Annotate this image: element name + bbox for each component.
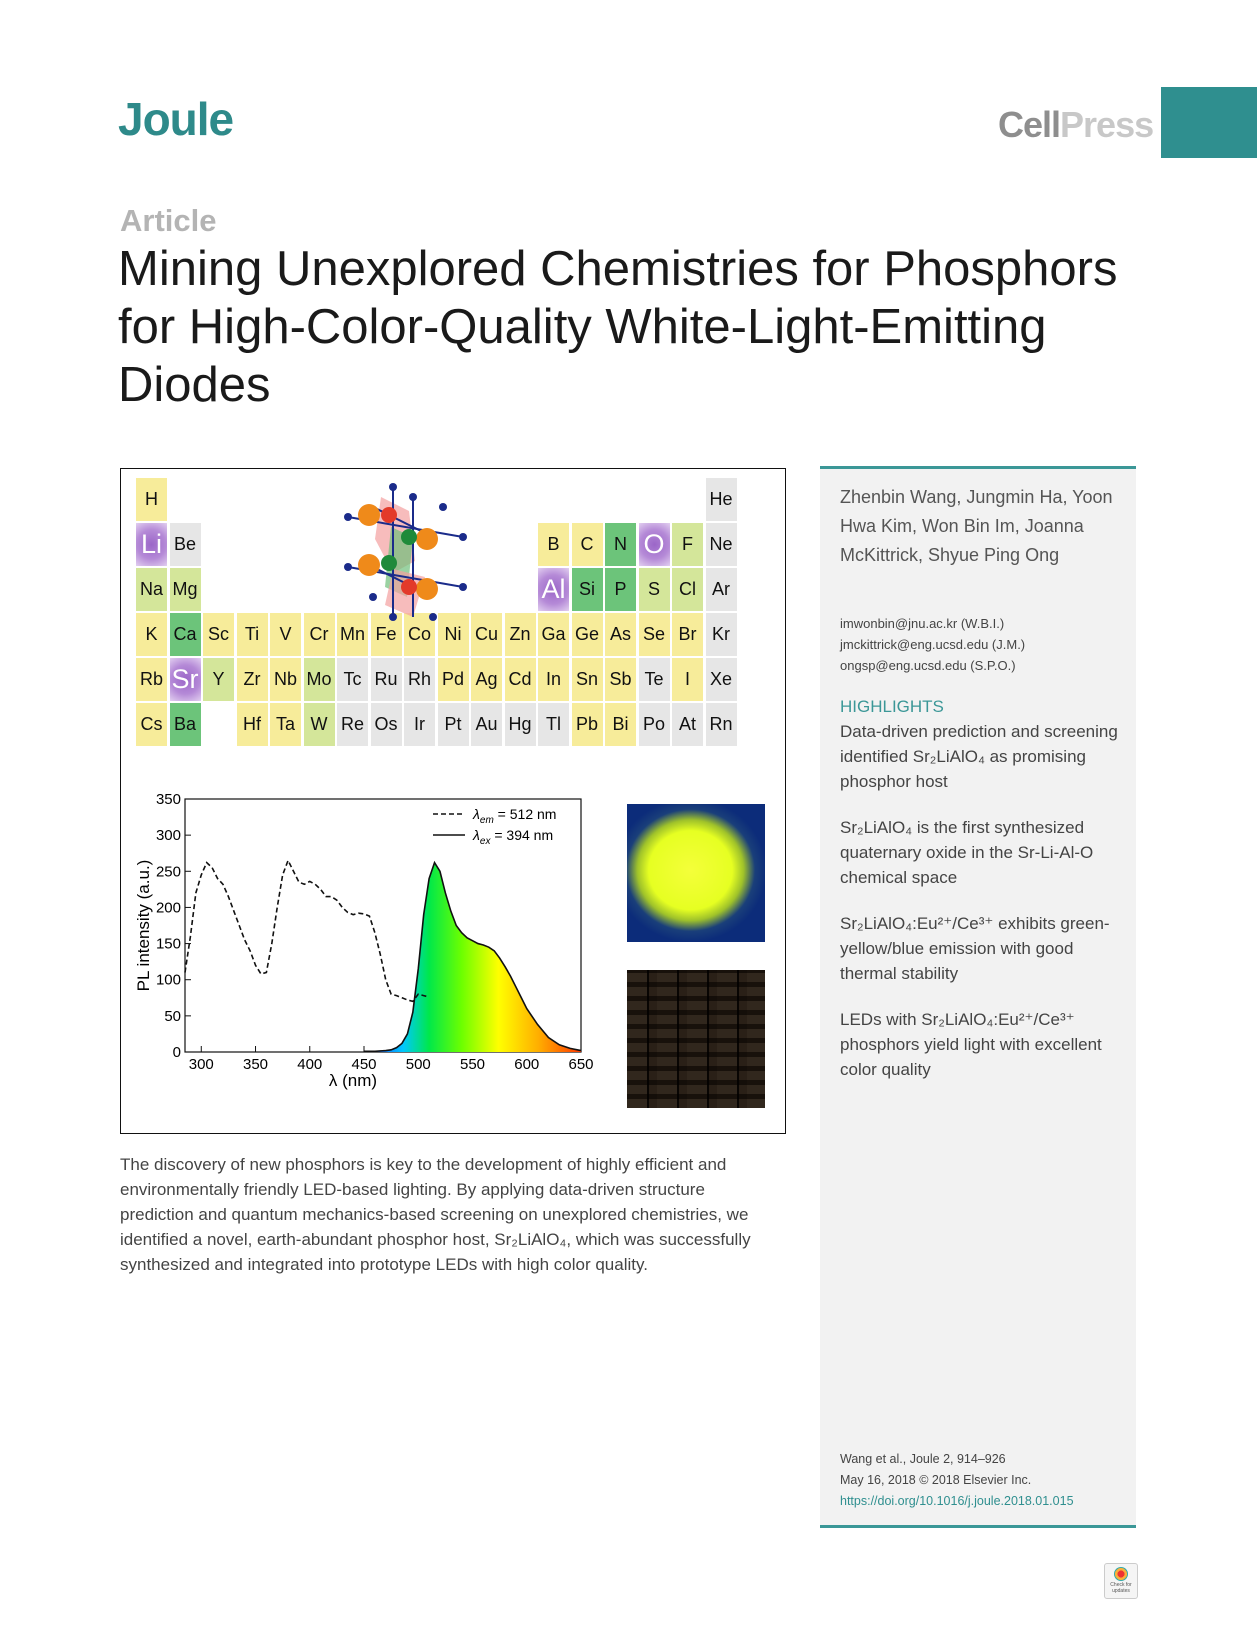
highlight-item: LEDs with Sr₂LiAlO₄:Eu²⁺/Ce³⁺ phosphors yield light with excellent color quality bbox=[840, 1010, 1102, 1079]
doi-link[interactable]: https://doi.org/10.1016/j.joule.2018.01.015 bbox=[840, 1494, 1074, 1508]
atom-sr bbox=[358, 554, 380, 576]
legend-label bbox=[472, 806, 556, 826]
element-si: Si bbox=[571, 567, 604, 612]
element-ti: Ti bbox=[236, 612, 269, 657]
article-type: Article bbox=[120, 203, 217, 238]
element-nb: Nb bbox=[269, 657, 302, 702]
sidebar bbox=[820, 466, 1136, 1528]
y-tick-label: 150 bbox=[155, 935, 181, 953]
atom-li bbox=[381, 507, 397, 523]
x-tick-label: 600 bbox=[514, 1056, 540, 1073]
element-pb: Pb bbox=[571, 702, 604, 747]
led-array-photo bbox=[627, 970, 765, 1108]
atom-al bbox=[381, 555, 397, 571]
atom-o bbox=[439, 503, 447, 511]
crystal-structure-image bbox=[333, 477, 473, 625]
element-te: Te bbox=[638, 657, 671, 702]
element-tl: Tl bbox=[537, 702, 570, 747]
x-tick-label: 550 bbox=[459, 1056, 486, 1073]
element-ge: Ge bbox=[571, 612, 604, 657]
element-mo: Mo bbox=[303, 657, 336, 702]
element-at: At bbox=[671, 702, 704, 747]
element-ag: Ag bbox=[470, 657, 503, 702]
element-i: I bbox=[671, 657, 704, 702]
citation-reference: Wang et al., Joule 2, 914–926 bbox=[840, 1452, 1006, 1466]
element-na: Na bbox=[135, 567, 168, 612]
element-cu: Cu bbox=[470, 612, 503, 657]
element-xe: Xe bbox=[705, 657, 738, 702]
element-w: W bbox=[303, 702, 336, 747]
element-f: F bbox=[671, 522, 704, 567]
atom-al bbox=[401, 529, 417, 545]
element-y: Y bbox=[202, 657, 235, 702]
citation bbox=[840, 1449, 1074, 1512]
element-os: Os bbox=[370, 702, 403, 747]
element-br: Br bbox=[671, 612, 704, 657]
element-sr: Sr bbox=[169, 657, 202, 702]
element-zn: Zn bbox=[504, 612, 537, 657]
element-kr: Kr bbox=[705, 612, 738, 657]
element-cs: Cs bbox=[135, 702, 168, 747]
atom-sr bbox=[358, 504, 380, 526]
y-tick-label: 100 bbox=[155, 971, 181, 989]
check-for-updates-label: Check for updates bbox=[1110, 1582, 1132, 1594]
atom-o bbox=[389, 483, 397, 491]
check-for-updates-icon bbox=[1114, 1567, 1128, 1581]
element-co: Co bbox=[403, 612, 436, 657]
legend-subscript: ex bbox=[479, 836, 491, 847]
highlight-item: Sr₂LiAlO₄ is the first synthesized quaternary oxide in the Sr-Li-Al-O chemical space bbox=[840, 818, 1094, 887]
element-cr: Cr bbox=[303, 612, 336, 657]
article-title: Mining Unexplored Chemistries for Phosphors for High-Color-Quality White-Light-Emitting Diodes bbox=[118, 242, 1118, 412]
element-mn: Mn bbox=[336, 612, 369, 657]
element-ir: Ir bbox=[403, 702, 436, 747]
x-tick-label: 650 bbox=[568, 1056, 594, 1073]
element-rb: Rb bbox=[135, 657, 168, 702]
x-tick-label: 450 bbox=[351, 1056, 377, 1073]
element-he: He bbox=[705, 477, 738, 522]
element-pd: Pd bbox=[437, 657, 470, 702]
element-k: K bbox=[135, 612, 168, 657]
email-list bbox=[840, 613, 1025, 676]
publisher-logo-light: Press bbox=[1060, 104, 1154, 145]
y-tick-label: 300 bbox=[155, 827, 181, 845]
phosphor-powder-photo bbox=[627, 804, 765, 942]
element-al: Al bbox=[537, 567, 570, 612]
element-rn: Rn bbox=[705, 702, 738, 747]
element-ar: Ar bbox=[705, 567, 738, 612]
x-axis-label: λ (nm) bbox=[328, 1071, 378, 1090]
y-tick-label: 350 bbox=[155, 791, 181, 808]
element-sc: Sc bbox=[202, 612, 235, 657]
element-po: Po bbox=[638, 702, 671, 747]
element-re: Re bbox=[336, 702, 369, 747]
element-c: C bbox=[571, 522, 604, 567]
atom-o bbox=[344, 563, 352, 571]
email-link[interactable]: jmckittrick@eng.ucsd.edu (J.M.) bbox=[840, 637, 1026, 652]
atom-o bbox=[429, 613, 437, 621]
atom-o bbox=[459, 533, 467, 541]
email-link[interactable]: ongsp@eng.ucsd.edu (S.P.O.) bbox=[840, 658, 1016, 673]
element-tc: Tc bbox=[336, 657, 369, 702]
y-axis-label: PL intensity (a.u.) bbox=[134, 859, 153, 992]
atom-o bbox=[409, 493, 417, 501]
element-cl: Cl bbox=[671, 567, 704, 612]
element-ni: Ni bbox=[437, 612, 470, 657]
atom-o bbox=[344, 513, 352, 521]
x-tick-label: 300 bbox=[188, 1056, 214, 1073]
atom-sr bbox=[416, 528, 438, 550]
legend-label bbox=[472, 827, 553, 847]
element-rh: Rh bbox=[403, 657, 436, 702]
highlights-heading: HIGHLIGHTS bbox=[840, 697, 944, 716]
element-ba: Ba bbox=[169, 702, 202, 747]
element-bi: Bi bbox=[604, 702, 637, 747]
element-o: O bbox=[638, 522, 671, 567]
atom-o bbox=[369, 593, 377, 601]
highlight-item: Data-driven prediction and screening identified Sr₂LiAlO₄ as promising phosphor host bbox=[840, 722, 1118, 791]
element-s: S bbox=[638, 567, 671, 612]
element-as: As bbox=[604, 612, 637, 657]
element-hf: Hf bbox=[236, 702, 269, 747]
element-n: N bbox=[604, 522, 637, 567]
check-for-updates-button[interactable] bbox=[1104, 1563, 1138, 1599]
element-ga: Ga bbox=[537, 612, 570, 657]
element-ta: Ta bbox=[269, 702, 302, 747]
atom-sr bbox=[416, 578, 438, 600]
highlight-item: Sr₂LiAlO₄:Eu²⁺/Ce³⁺ exhibits green-yellow/blue emission with good thermal stability bbox=[840, 914, 1110, 983]
emission-fill bbox=[364, 863, 581, 1052]
x-tick-label: 500 bbox=[405, 1056, 431, 1073]
legend-value: = 512 nm bbox=[493, 806, 557, 822]
excitation-series-line bbox=[185, 860, 429, 1001]
element-pt: Pt bbox=[437, 702, 470, 747]
y-tick-label: 250 bbox=[155, 863, 181, 881]
element-ne: Ne bbox=[705, 522, 738, 567]
graphical-abstract bbox=[120, 468, 786, 1134]
element-be: Be bbox=[169, 522, 202, 567]
y-tick-label: 200 bbox=[155, 899, 181, 917]
element-p: P bbox=[604, 567, 637, 612]
legend-symbol: λ bbox=[473, 827, 480, 843]
element-sn: Sn bbox=[571, 657, 604, 702]
element-fe: Fe bbox=[370, 612, 403, 657]
author-list: Zhenbin Wang, Jungmin Ha, Yoon Hwa Kim, Won Bin Im, Joanna McKittrick, Shyue Ping Ong bbox=[840, 487, 1113, 565]
y-tick-label: 50 bbox=[164, 1007, 181, 1025]
corner-tab bbox=[1161, 87, 1257, 158]
element-h: H bbox=[135, 477, 168, 522]
publisher-logo-dark: Cell bbox=[998, 104, 1061, 145]
element-v: V bbox=[269, 612, 302, 657]
element-li: Li bbox=[135, 522, 168, 567]
element-sb: Sb bbox=[604, 657, 637, 702]
element-hg: Hg bbox=[504, 702, 537, 747]
element-mg: Mg bbox=[169, 567, 202, 612]
element-se: Se bbox=[638, 612, 671, 657]
legend-value: = 394 nm bbox=[490, 827, 554, 843]
legend-subscript: em bbox=[479, 815, 494, 826]
element-cd: Cd bbox=[504, 657, 537, 702]
publisher-logo bbox=[998, 104, 1153, 146]
element-au: Au bbox=[470, 702, 503, 747]
atom-o bbox=[459, 583, 467, 591]
element-ca: Ca bbox=[169, 612, 202, 657]
y-tick-label: 0 bbox=[172, 1044, 181, 1061]
atom-li bbox=[401, 579, 417, 595]
element-b: B bbox=[537, 522, 570, 567]
element-zr: Zr bbox=[236, 657, 269, 702]
element-ru: Ru bbox=[370, 657, 403, 702]
summary-text: The discovery of new phosphors is key to the development of highly efficient and environmentally friendly LED-based lighting. By applying data-driven structure prediction and quantum mechanics-based screening on unexplored chemistries, we identified a novel, earth-abundant phosphor host, Sr₂LiAlO₄, which was successfully synthesized and integrated into prototype LEDs with high color quality. bbox=[120, 1155, 751, 1274]
citation-date: May 16, 2018 © 2018 Elsevier Inc. bbox=[840, 1473, 1032, 1487]
x-tick-label: 400 bbox=[297, 1056, 323, 1073]
journal-logo: Joule bbox=[118, 93, 234, 145]
atom-o bbox=[389, 613, 397, 621]
x-tick-label: 350 bbox=[243, 1056, 269, 1073]
legend-symbol: λ bbox=[473, 806, 480, 822]
pl-spectrum-chart bbox=[133, 787, 603, 1127]
email-link[interactable]: imwonbin@jnu.ac.kr (W.B.I.) bbox=[840, 616, 1005, 631]
element-in: In bbox=[537, 657, 570, 702]
